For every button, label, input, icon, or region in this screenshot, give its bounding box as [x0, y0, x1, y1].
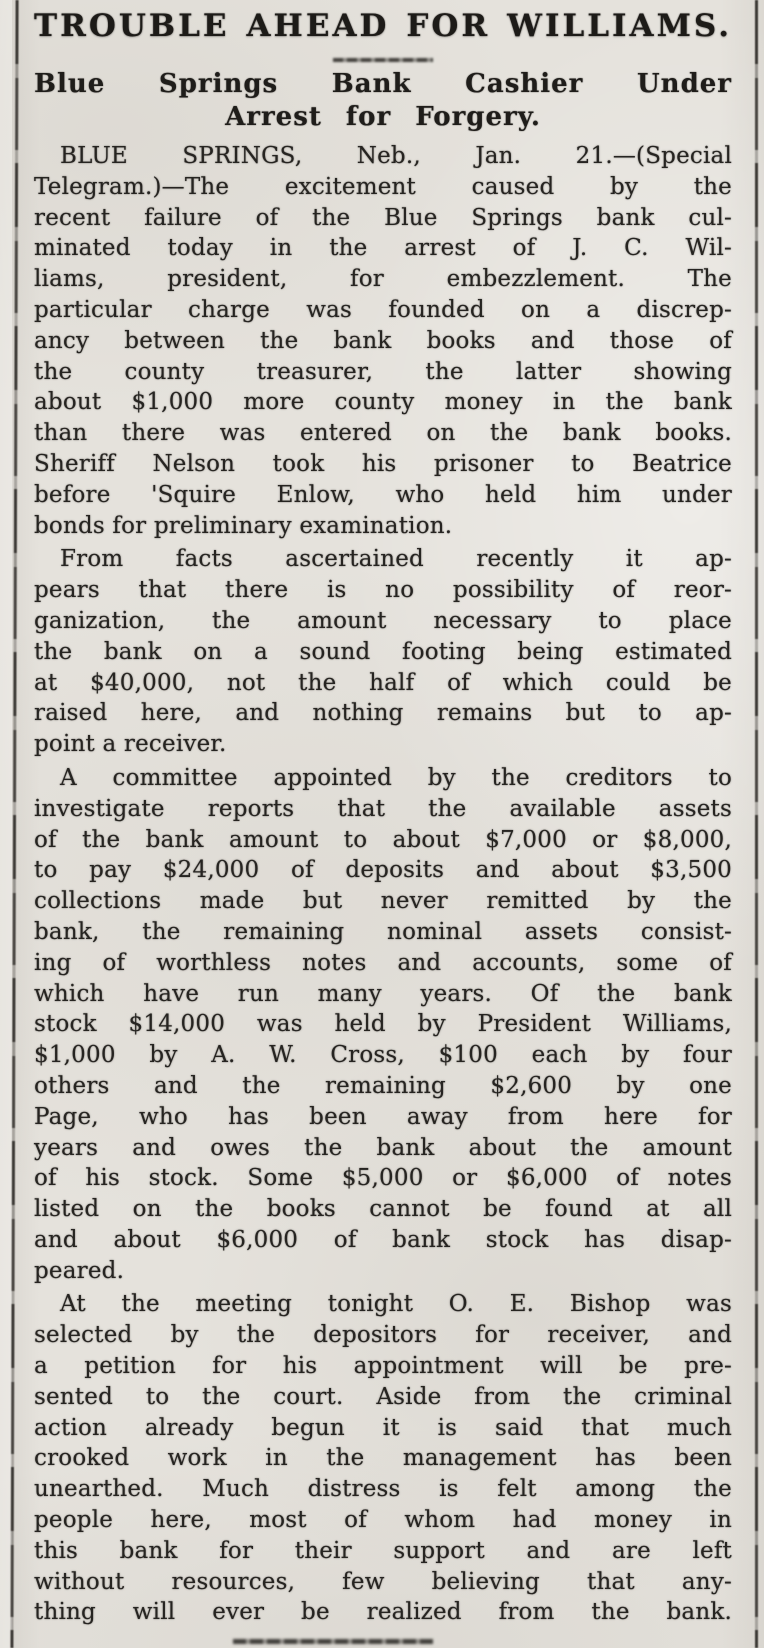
body-line: before 'Squire Enlow, who held him under: [34, 481, 732, 508]
paragraph: [34, 1289, 732, 1628]
body-line: about $1,000 more county money in the bank: [34, 389, 732, 416]
body-line: ganization, the amount necessary to place: [34, 607, 732, 634]
body-line: Sheriff Nelson took his prisoner to Beatrice: [34, 450, 732, 477]
subhead: [34, 68, 732, 134]
body-line: selected by the depositors for receiver, and: [34, 1322, 732, 1349]
body-line: of the bank amount to about $7,000 or $8,000,: [34, 826, 732, 853]
body-line: of his stock. Some $5,000 or $6,000 of notes: [34, 1165, 732, 1192]
body-line: at $40,000, not the half of which could be: [34, 669, 732, 696]
body-line: and about $6,000 of bank stock has disap-: [34, 1226, 732, 1253]
body-line: liams, president, for embezzlement. The: [34, 266, 732, 293]
body-line: At the meeting tonight O. E. Bishop was: [60, 1291, 732, 1318]
body-line: than there was entered on the bank books.: [34, 420, 732, 447]
body-line: investigate reports that the available assets: [34, 795, 732, 822]
body-line: without resources, few believing that any-: [34, 1568, 732, 1595]
body-line: Telegram.)—The excitement caused by the: [34, 173, 732, 200]
body-line: collections made but never remitted by the: [34, 888, 732, 915]
body-line: recent failure of the Blue Springs bank cul-: [34, 204, 732, 231]
subhead-line-1: Blue Springs Bank Cashier Under: [34, 69, 732, 99]
body-line: people here, most of whom had money in: [34, 1507, 732, 1534]
body-line: a petition for his appointment will be pre-: [34, 1353, 732, 1380]
body-line: particular charge was founded on a discrep-: [34, 296, 732, 323]
body-line: to pay $24,000 of deposits and about $3,500: [34, 857, 732, 884]
article-body: [34, 141, 732, 1628]
headline-divider: [333, 58, 433, 62]
body-line: listed on the books cannot be found at all: [34, 1196, 732, 1223]
headline: TROUBLE AHEAD FOR WILLIAMS.: [34, 8, 732, 44]
paragraph: [34, 141, 732, 541]
body-line: the county treasurer, the latter showing: [34, 358, 732, 385]
body-line: $1,000 by A. W. Cross, $100 each by four: [34, 1042, 732, 1069]
body-line: others and the remaining $2,600 by one: [34, 1072, 732, 1099]
next-article-divider: [233, 1639, 433, 1644]
column-rule-right: [755, 0, 758, 1648]
body-line: pears that there is no possibility of reor-: [34, 577, 732, 604]
article: [34, 8, 732, 1628]
body-line: Page, who has been away from here for: [34, 1103, 732, 1130]
body-line: A committee appointed by the creditors to: [60, 764, 732, 791]
body-line: this bank for their support and are left: [34, 1537, 732, 1564]
body-line: minated today in the arrest of J. C. Wil-: [34, 235, 732, 262]
body-line: unearthed. Much distress is felt among the: [34, 1476, 732, 1503]
body-line: ancy between the bank books and those of: [34, 327, 732, 354]
body-line: point a receiver.: [34, 731, 227, 758]
body-line: From facts ascertained recently it ap-: [60, 546, 732, 573]
body-line: years and owes the bank about the amount: [34, 1134, 732, 1161]
body-line: BLUE SPRINGS, Neb., Jan. 21.—(Special: [60, 143, 732, 169]
subhead-line-2: Arrest for Forgery.: [225, 102, 541, 132]
paragraph: [34, 544, 732, 760]
body-line: stock $14,000 was held by President Williams,: [34, 1011, 732, 1038]
body-line: crooked work in the management has been: [34, 1445, 732, 1472]
body-line: action already begun it is said that much: [34, 1414, 732, 1441]
body-line: sented to the court. Aside from the criminal: [34, 1383, 732, 1410]
body-line: bonds for preliminary examination.: [34, 512, 453, 539]
body-line: raised here, and nothing remains but to ap-: [34, 700, 732, 727]
body-line: peared.: [34, 1257, 125, 1284]
body-line: the bank on a sound footing being estimated: [34, 638, 732, 665]
body-line: thing will ever be realized from the bank.: [34, 1599, 732, 1626]
body-line: bank, the remaining nominal assets consist-: [34, 918, 732, 945]
body-line: ing of worthless notes and accounts, some of: [34, 949, 732, 976]
body-line: which have run many years. Of the bank: [34, 980, 732, 1007]
paragraph: [34, 763, 732, 1287]
